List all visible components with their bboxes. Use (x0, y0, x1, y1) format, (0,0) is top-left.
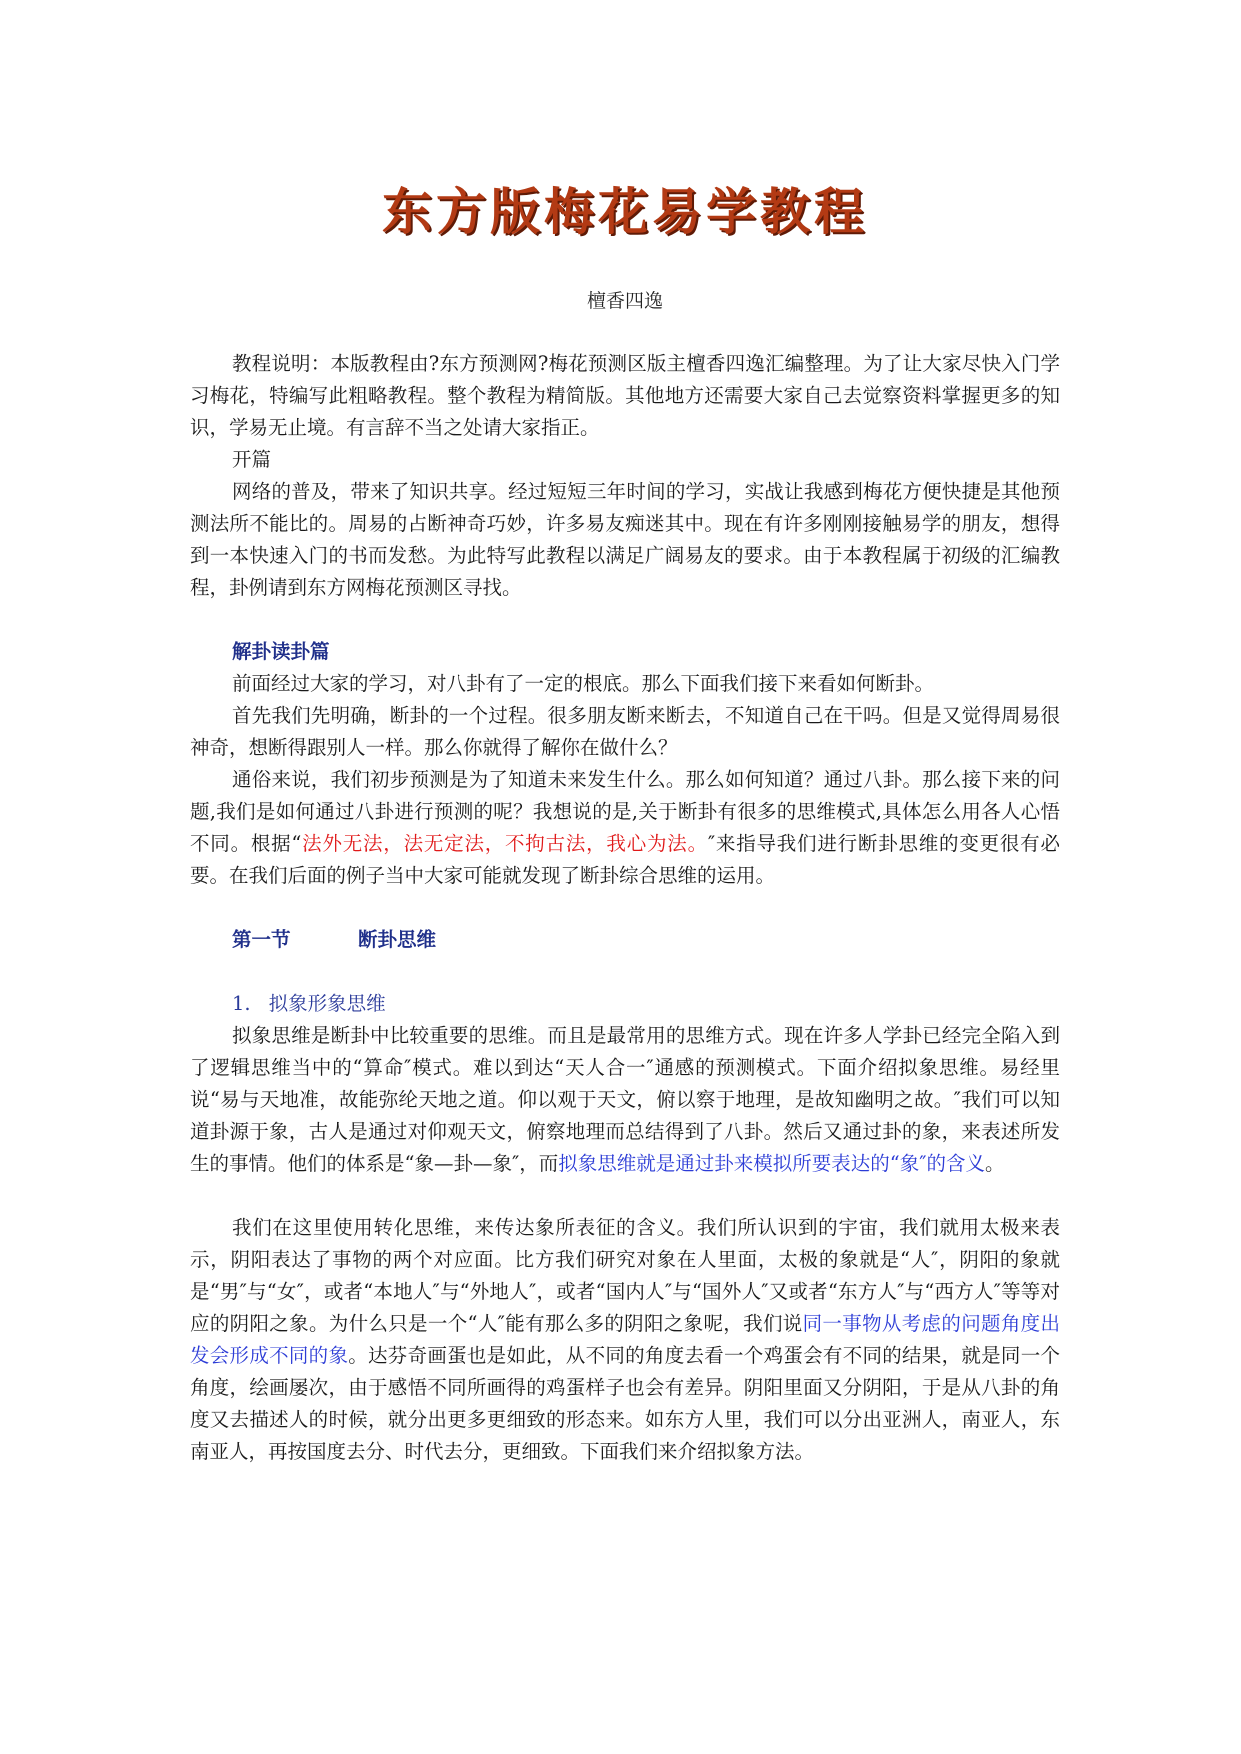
jiegua-paragraph-1: 前面经过大家的学习，对八卦有了一定的根底。那么下面我们接下来看如何断卦。 (232, 672, 935, 695)
spacer (190, 892, 1060, 924)
subsection-heading-1 (190, 988, 1060, 1020)
zhuanhua-emphasis-blue: 同一事物从考虑的问题角度出发会形成不同的象 (190, 1312, 1060, 1367)
zhuanhua-paragraph (190, 1212, 1060, 1468)
kaipian-paragraph: 网络的普及，带来了知识共享。经过短短三年时间的学习，实战让我感到梅花方便快捷是其他预测法所不能比的。周易的占断神奇巧妙，许多易友痴迷其中。现在有许多刚刚接触易学的朋友，想得到一本快速入门的书而发愁。为此特写此教程以满足广阔易友的要求。由于本教程属于初级的汇编教程，卦例请到东方网梅花预测区寻找。 (190, 480, 1060, 599)
kaipian-label: 开篇 (232, 448, 272, 471)
spacer (190, 1180, 1060, 1212)
section-title: 断卦思维 (358, 928, 437, 951)
jiegua-paragraph-3 (190, 764, 1060, 892)
zhuanhua-text-a: 我们在这里使用转化思维，来传达象所表征的含义。我们所认识到的宇宙，我们就用太极来表示，阴阳表达了事物的两个对应面。比方我们研究对象在人里面，太极的象就是“人″，阴阳的象就是“男″与“女″，或者“本地人″与“外地人″，或者“国内人″与“国外人″又或者“东方人″与“西方人″等等对应的阴阳之象。为什么只是一个“人″能有那么多的阴阳之象呢，我们说 (190, 1216, 1060, 1335)
jiegua-text-a: 通俗来说，我们初步预测是为了知道未来发生什么。那么如何知道？通过八卦。那么接下来的问题,我们是如何通过八卦进行预测的呢？我想说的是,关于断卦有很多的思维模式,具体怎么用各人心悟不同。根据“ (190, 768, 1060, 855)
nixiang-text-a: 拟象思维是断卦中比较重要的思维。而且是最常用的思维方式。现在许多人学卦已经完全陷入到了逻辑思维当中的“算命″模式。难以到达“天人合一″通感的预测模式。下面介绍拟象思维。易经里说“易与天地准，故能弥纶天地之道。仰以观于天文，俯以察于地理，是故知幽明之故。″我们可以知道卦源于象，古人是通过对仰观天文，俯察地理而总结得到了八卦。然后又通过卦的象，来表述所发生的事情。他们的体系是“象—卦—象″，而 (190, 1024, 1060, 1175)
zhuanhua-text-b: 。达芬奇画蛋也是如此，从不同的角度去看一个鸡蛋会有不同的结果，就是同一个角度，绘画屡次，由于感悟不同所画得的鸡蛋样子也会有差异。阴阳里面又分阴阳，于是从八卦的角度又去描述人的时候，就分出更多更细致的形态来。如东方人里，我们可以分出亚洲人，南亚人，东南亚人，再按国度去分、时代去分，更细致。下面我们来介绍拟象方法。 (190, 1344, 1060, 1463)
subsection-title: 拟象形象思维 (268, 992, 386, 1015)
section-heading-1 (190, 924, 1060, 956)
jiegua-paragraph-2: 首先我们先明确，断卦的一个过程。很多朋友断来断去，不知道自己在干吗。但是又觉得周易很神奇，想断得跟别人一样。那么你就得了解你在做什么？ (190, 704, 1060, 759)
document-body (190, 348, 1060, 1468)
subsection-number: 1. (232, 992, 251, 1015)
spacer (190, 956, 1060, 988)
document-title: 东方版梅花易学教程 (382, 182, 868, 241)
quote-emphasis-red: 法外无法，法无定法，不拘古法，我心为法。 (301, 832, 708, 855)
section-number: 第一节 (232, 928, 291, 951)
author-name: 檀香四逸 (586, 290, 663, 312)
intro-paragraph: 教程说明：本版教程由?东方预测网?梅花预测区版主檀香四逸汇编整理。为了让大家尽快入门学习梅花，特编写此粗略教程。整个教程为精简版。其他地方还需要大家自己去觉察资料掌握更多的知识，学易无止境。有言辞不当之处请大家指正。 (190, 352, 1060, 439)
nixiang-text-b: 。 (985, 1152, 1005, 1175)
spacer (190, 604, 1060, 636)
section-heading-jiegua: 解卦读卦篇 (232, 640, 330, 663)
nixiang-paragraph (190, 1020, 1060, 1180)
jiegua-text-b: ″来指导我们进行断卦思维的变更很有必要。在我们后面的例子当中大家可能就发现了断卦综合思维的运用。 (190, 832, 1060, 887)
nixiang-emphasis-blue: 拟象思维就是通过卦来模拟所要表达的“象″的含义 (558, 1152, 986, 1175)
